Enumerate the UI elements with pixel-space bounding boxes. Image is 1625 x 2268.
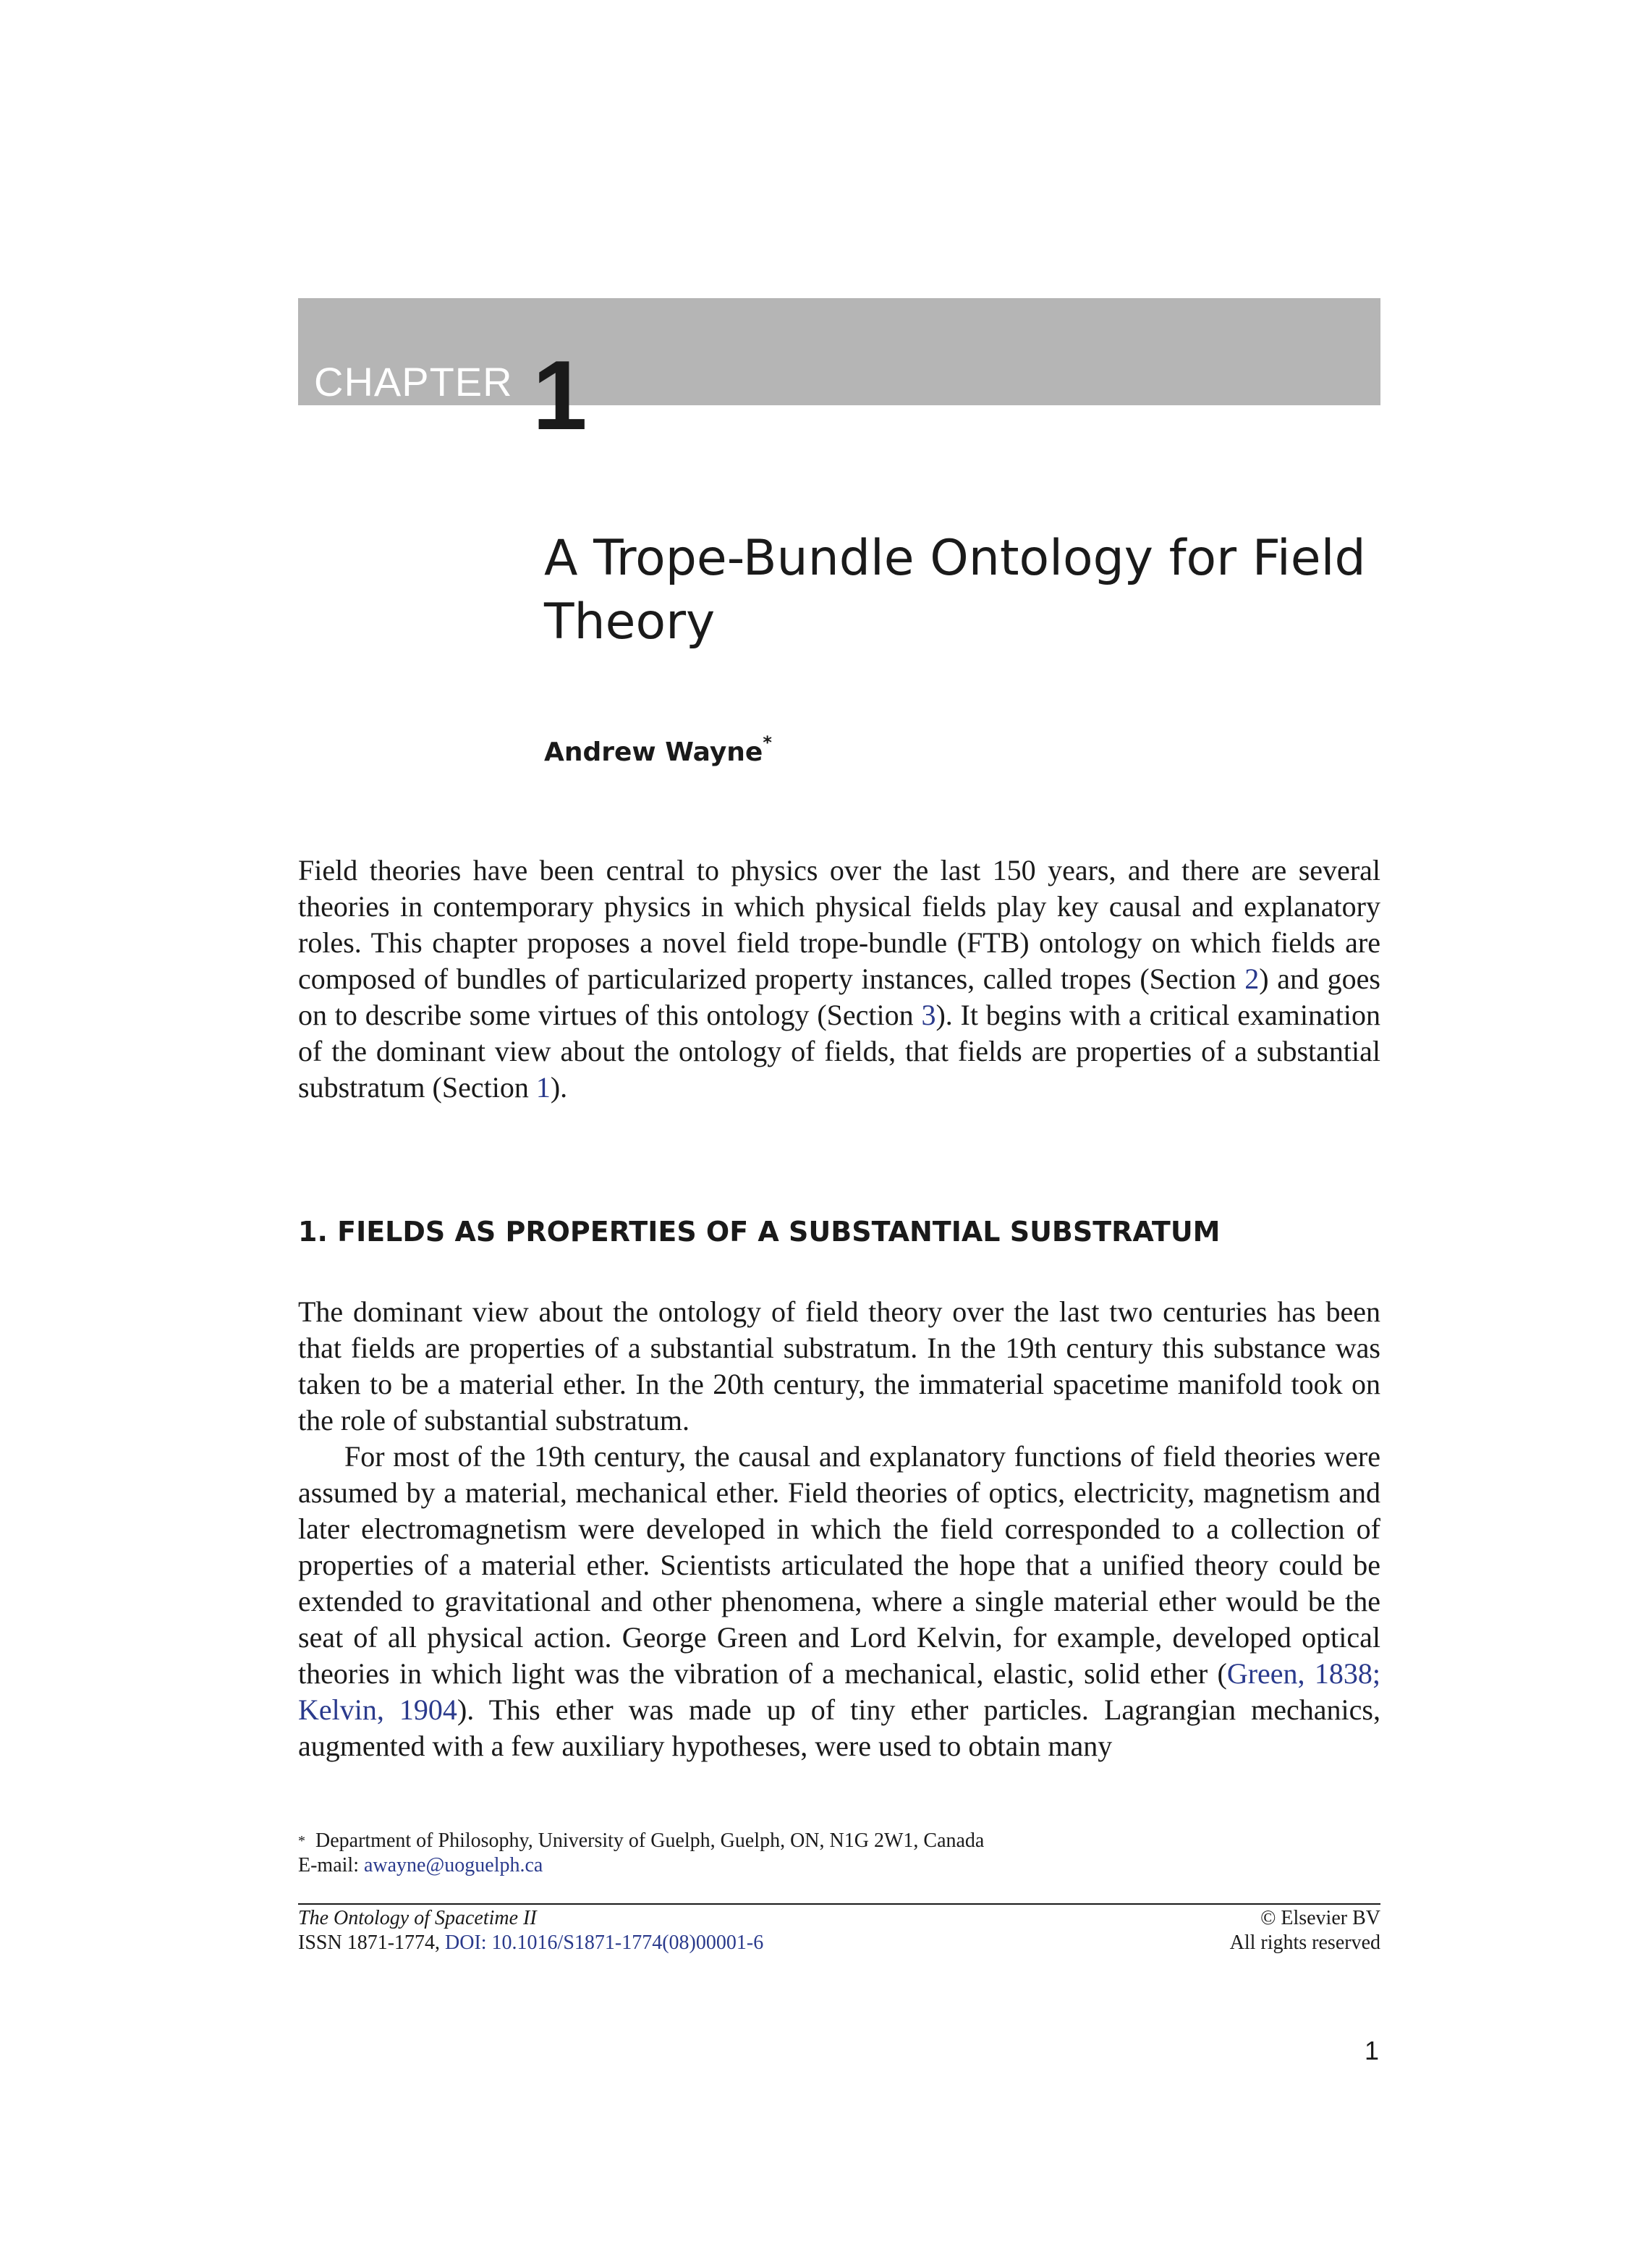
chapter-title-line-1: A Trope-Bundle Ontology for Field (544, 530, 1366, 587)
abstract-text-1: Field theories have been central to physics over the last 150 years, and there are several theories in contemporary physics in which physical fields play key causal and explanatory roles. This chapter proposes a novel field trope-bundle (FTB) ontology on which fields are composed of bundles of particularized property instances, called tropes (Section (298, 854, 1380, 995)
footer-issn: ISSN 1871-1774, (298, 1931, 446, 1954)
author-email-link[interactable]: awayne@uoguelph.ca (363, 1854, 543, 1876)
footnote-affiliation-line (298, 1829, 1380, 1853)
chapter-number: 1 (533, 340, 587, 450)
abstract-text-3: ). It begins with a critical examination of the dominant view about the ontology of fields, that fields are properties of a substantial substratum (Section (298, 999, 1380, 1104)
body-paragraph-2-text-b: ). This ether was made up of tiny ether particles. Lagrangian mechanics, augmented with a few auxiliary hypotheses, were used to obtain many (298, 1693, 1380, 1762)
chapter-title-line-2: Theory (544, 593, 716, 651)
citation-kelvin-1904[interactable]: Kelvin, 1904 (298, 1693, 457, 1726)
citation-separator: ; (1372, 1657, 1380, 1690)
footnote-affiliation: Department of Philosophy, University of Guelph, Guelph, ON, N1G 2W1, Canada (315, 1829, 985, 1852)
abstract-text-2: ) and goes on to describe some virtues of this ontology (Section (298, 962, 1380, 1031)
footer-divider (298, 1903, 1380, 1905)
footer-publication-info (298, 1906, 763, 1955)
footnote-mark: * (298, 1833, 305, 1849)
author (544, 732, 772, 767)
section-1-link[interactable]: 1 (535, 1071, 551, 1104)
footer-publisher: © Elsevier BV (1260, 1907, 1380, 1929)
chapter-title (544, 527, 1376, 654)
body-paragraph-2 (298, 1439, 1380, 1764)
abstract-paragraph (298, 852, 1380, 1106)
chapter-label: CHAPTER (314, 359, 513, 405)
footer-rights: All rights reserved (1229, 1931, 1380, 1954)
footer-copyright (1230, 1906, 1380, 1955)
footer-journal: The Ontology of Spacetime II (298, 1907, 537, 1929)
abstract-text-4: ). (550, 1071, 568, 1104)
citation-green-1838[interactable]: Green, 1838 (1226, 1657, 1372, 1690)
section-2-link[interactable]: 2 (1244, 962, 1260, 995)
doi-link[interactable]: DOI: 10.1016/S1871-1774(08)00001-6 (445, 1931, 764, 1954)
author-footnote-mark[interactable]: * (763, 732, 772, 753)
body-paragraph-2-text-a: For most of the 19th century, the causal and explanatory functions of field theories were assumed by a material, mechanical ether. Field theories of optics, electricity, magnetism and later electromagnetism were developed in which the field corresponded to a collection of properties of a material ether. Scientists articulated the hope that a unified theory could be extended to gravitational and other phenomena, where a single material ether would be the seat of all physical action. George Green and Lord Kelvin, for example, developed optical theories in which light was the vibration of a mechanical, elastic, solid ether ( (298, 1440, 1380, 1690)
footnote-email-label: E-mail: (298, 1854, 364, 1876)
page-number: 1 (1364, 2036, 1379, 2065)
footer-issn-line (298, 1931, 763, 1955)
section-heading: 1. FIELDS AS PROPERTIES OF A SUBSTANTIAL SUBSTRATUM (298, 1216, 1221, 1248)
footnote (298, 1829, 1380, 1878)
section-3-link[interactable]: 3 (921, 999, 936, 1031)
footnote-email-line (298, 1853, 1380, 1878)
author-name: Andrew Wayne (544, 737, 763, 767)
body-paragraph-1: The dominant view about the ontology of field theory over the last two centuries has been that fields are properties of a substantial substratum. In the 19th century this substance was taken to be a material ether. In the 20th century, the immaterial spacetime manifold took on the role of substantial substratum. (298, 1295, 1380, 1436)
